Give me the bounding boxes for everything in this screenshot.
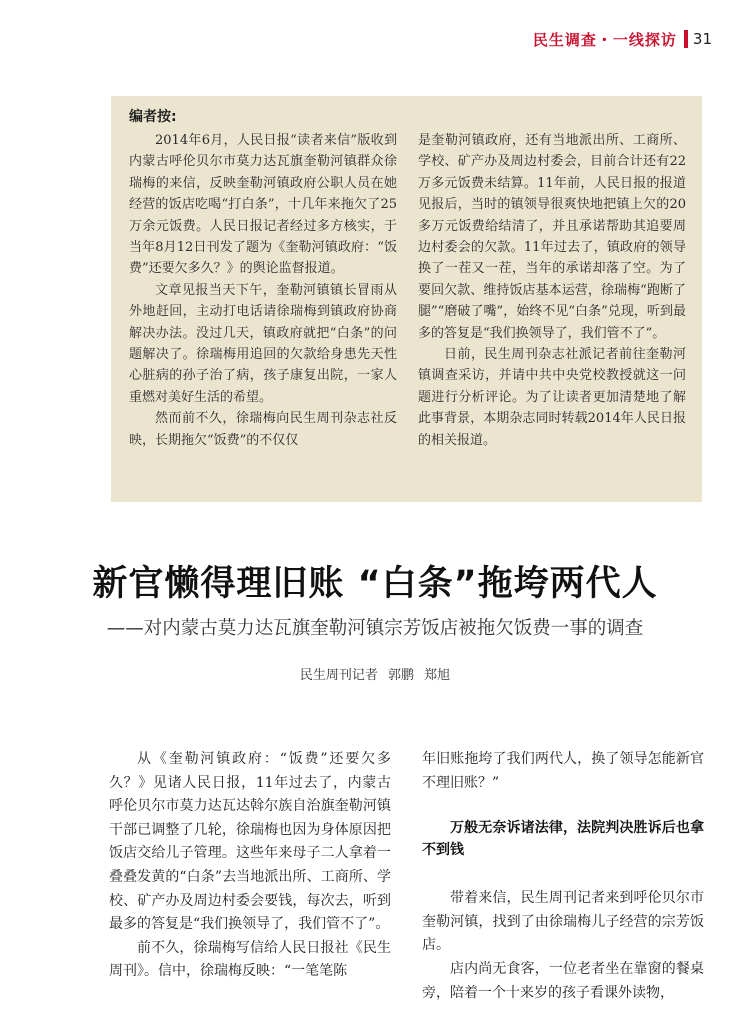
article-subtitle: ——对内蒙古莫力达瓦旗奎勒河镇宗芳饭店被拖欠饭费一事的调查	[106, 618, 644, 639]
editor-note-paragraph: 然而前不久，徐瑞梅向民生周刊杂志社反映，长期拖欠“饭费”的不仅仅	[129, 411, 397, 448]
article-paragraph: 带着来信，民生周刊记者来到呼伦贝尔市奎勒河镇，找到了由徐瑞梅儿子经营的宗芳饭店。	[422, 890, 704, 954]
header-divider-bar	[684, 30, 688, 48]
editor-note-box	[111, 96, 702, 502]
editor-note-heading: 编者按:	[129, 109, 177, 125]
article-continuation: 年旧账拖垮了我们两代人，换了领导怎能新官不理旧账？”	[422, 751, 704, 791]
editor-note-left-column	[129, 130, 397, 451]
article-paragraph: 店内尚无食客，一位老者坐在靠窗的餐桌旁，陪着一个十来岁的孩子看课外读物，	[422, 960, 704, 1001]
editor-note-continuation: 是奎勒河镇政府，还有当地派出所、工商所、学校、矿产办及周边村委会，目前合计还有22万多元饭费未结算。11年前，人民日报的报道见报后，当时的镇领导很爽快地把镇上欠的20多万元饭费给结清了，并且承诺帮助其追要周边村委会的欠款。11年过去了，镇政府的领导换了一茬又一茬，当年的承诺却落了空。为了要回欠款、维持饭店基本运营，徐瑞梅“跑断了腿”“磨破了嘴”，始终不见“白条”兑现，听到最多的答复是“我们换领导了，我们管不了”。	[418, 133, 686, 341]
article-title: 新官懒得理旧账 “白条”拖垮两代人	[92, 564, 658, 604]
editor-note-paragraph: 文章见报当天下午，奎勒河镇镇长冒雨从外地赶回，主动打电话请徐瑞梅到镇政府协商解决办法。没过几天，镇政府就把“白条”的问题解决了。徐瑞梅用追回的欠款给身患先天性心脏病的孙子治了病，孩子康复出院，一家人重燃对美好生活的希望。	[129, 282, 397, 405]
article-subheading: 万般无奈诉诸法律，法院判决胜诉后也拿不到钱	[422, 820, 704, 859]
section-name: 民生调查・一线探访	[532, 30, 677, 49]
article-paragraph: 从《奎勒河镇政府：“饭费”还要欠多久？》见诸人民日报，11年过去了，内蒙古呼伦贝尔市莫力达瓦达斡尔族自治旗奎勒河镇干部已调整了几轮，徐瑞梅也因为身体原因把饭店交给儿子管理。这些年来母子二人拿着一叠叠发黄的“白条”去当地派出所、工商所、学校、矿产办及周边村委会要钱，每次去，听到最多的答复是“我们换领导了，我们管不了”。	[109, 751, 391, 933]
editor-note-right-column	[418, 130, 686, 451]
article-left-column	[109, 748, 391, 984]
editor-note-paragraph: 日前，民生周刊杂志社派记者前往奎勒河镇调查采访，并请中共中央党校教授就这一问题进行分析评论。为了让读者更加清楚地了解此事背景，本期杂志同时转载2014年人民日报的相关报道。	[418, 347, 686, 448]
editor-note-paragraph: 2014年6月，人民日报“读者来信”版收到内蒙古呼伦贝尔市莫力达瓦旗奎勒河镇群众徐瑞梅的来信，反映奎勒河镇政府公职人员在她经营的饭店吃喝“打白条”，十几年来拖欠了25万余元饭费。人民日报记者经过多方核实，于当年8月12日刊发了题为《奎勒河镇政府：“饭费”还要欠多久？》的舆论监督报道。	[129, 133, 397, 277]
article-byline: 民生周刊记者 郭鹏 郑旭	[299, 668, 451, 683]
article-right-column	[422, 748, 704, 1005]
page-header	[533, 28, 712, 50]
page-number: 31	[692, 30, 712, 48]
editor-note-columns	[129, 130, 686, 451]
article-paragraph: 前不久，徐瑞梅写信给人民日报社《民生周刊》。信中，徐瑞梅反映：“一笔笔陈	[109, 939, 391, 980]
